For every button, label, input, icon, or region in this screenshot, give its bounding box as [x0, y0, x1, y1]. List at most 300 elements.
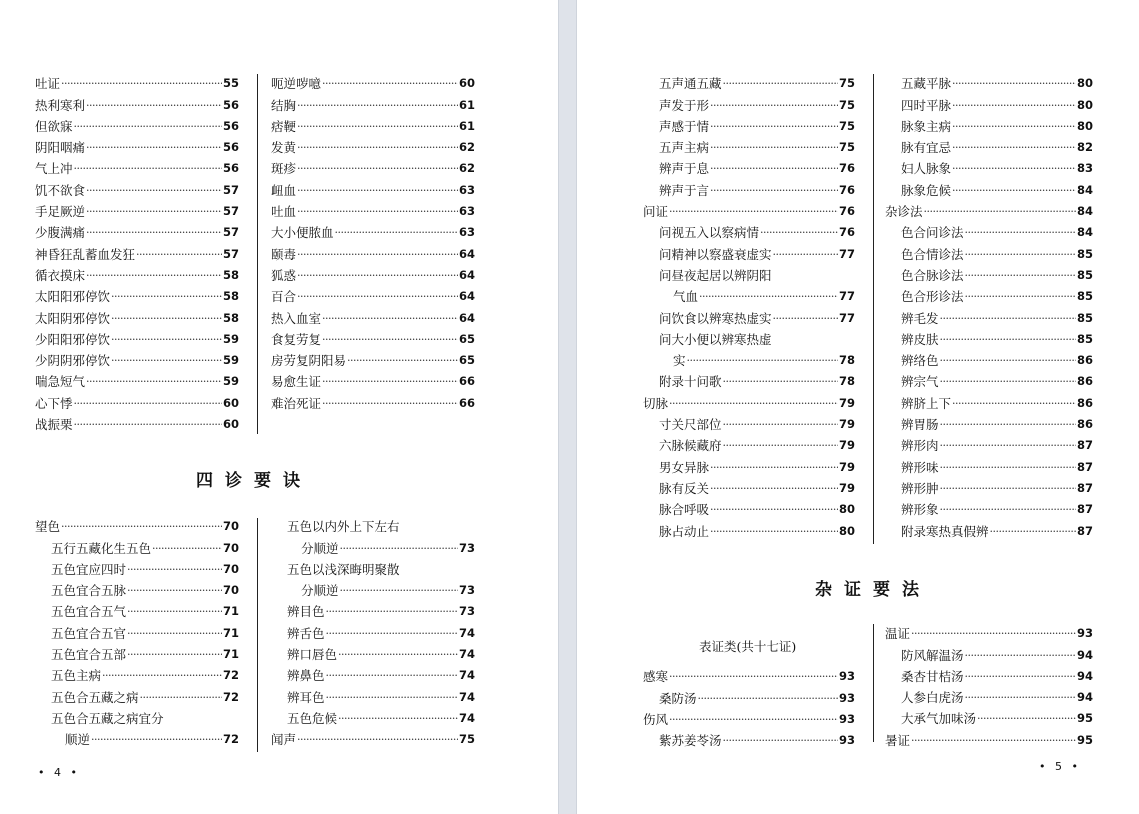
- toc-entry: [885, 304, 1093, 325]
- dot-leader: [952, 183, 1076, 198]
- toc-entry-title: 循衣摸床: [35, 267, 86, 283]
- dot-leader: [723, 76, 838, 91]
- toc-entry-title: 脉象危候: [901, 182, 952, 198]
- toc-entry-page: 93: [838, 733, 855, 748]
- dot-leader: [940, 417, 1076, 432]
- toc-entry-page: 59: [222, 374, 239, 389]
- toc-entry: [885, 641, 1093, 662]
- toc-entry-title: 辨宗气: [901, 374, 939, 390]
- toc-entry-page: 86: [1076, 395, 1093, 410]
- dot-leader: [965, 289, 1076, 304]
- dot-leader: [127, 583, 222, 598]
- toc-entry-title: 五色以浅深晦明聚散: [287, 561, 400, 577]
- toc-entry-page: 72: [222, 668, 239, 683]
- toc-entry-title: 吐血: [271, 204, 297, 220]
- dot-leader: [952, 119, 1076, 134]
- toc-entry-page: 93: [1076, 626, 1093, 641]
- column-divider: [257, 74, 258, 434]
- dot-leader: [977, 711, 1076, 726]
- toc-entry: [35, 368, 239, 389]
- dot-leader: [111, 289, 222, 304]
- toc-entry-page: 87: [1076, 438, 1093, 453]
- toc-entry-page: 70: [222, 583, 239, 598]
- toc-entry-page: 57: [222, 225, 239, 240]
- toc-entry-title: 色合情诊法: [901, 246, 964, 262]
- toc-entry: [643, 70, 855, 91]
- toc-entry-page: 70: [222, 540, 239, 555]
- toc-entry: [885, 517, 1093, 538]
- dot-leader: [710, 119, 838, 134]
- toc-entry-page: 74: [458, 689, 475, 704]
- dot-leader: [952, 161, 1076, 176]
- toc-entry-title: 五声通五藏: [659, 76, 722, 92]
- dot-leader: [940, 374, 1076, 389]
- page-number: • 5 •: [1039, 760, 1081, 773]
- dot-leader: [940, 438, 1076, 453]
- dot-leader: [297, 268, 458, 283]
- dot-leader: [297, 204, 458, 219]
- toc-entry-title: 少阳阳邪停饮: [35, 331, 111, 347]
- toc-entry: [643, 684, 855, 705]
- right-top-column-b: [885, 70, 1093, 539]
- column-divider: [873, 74, 874, 544]
- dot-leader: [340, 541, 458, 556]
- toc-entry-title: 妇人脉象: [901, 161, 952, 177]
- dot-leader: [687, 353, 838, 368]
- dot-leader: [111, 332, 222, 347]
- toc-entry-page: 57: [222, 182, 239, 197]
- toc-entry-title: 辨舌色: [287, 625, 325, 641]
- toc-entry: [643, 706, 855, 727]
- toc-entry: [271, 556, 475, 577]
- toc-entry: [885, 155, 1093, 176]
- toc-entry-page: 75: [838, 76, 855, 91]
- toc-entry-page: 70: [222, 561, 239, 576]
- toc-entry: [35, 113, 239, 134]
- toc-entry: [271, 326, 475, 347]
- toc-entry-page: 84: [1076, 204, 1093, 219]
- toc-entry-title: 五色主病: [51, 668, 102, 684]
- dot-leader: [723, 374, 838, 389]
- toc-entry: [885, 368, 1093, 389]
- toc-entry: [885, 347, 1093, 368]
- toc-entry: [35, 134, 239, 155]
- dot-leader: [86, 98, 222, 113]
- toc-entry-page: 87: [1076, 502, 1093, 517]
- toc-entry-page: 66: [458, 395, 475, 410]
- toc-entry-page: 61: [458, 97, 475, 112]
- toc-entry-title: 大承气加味汤: [901, 711, 977, 727]
- subsection-title: 表证类(共十七证): [699, 639, 797, 654]
- toc-entry-title: 饥不欲食: [35, 182, 86, 198]
- toc-entry-page: 56: [222, 140, 239, 155]
- toc-entry-page: 72: [222, 689, 239, 704]
- dot-leader: [940, 481, 1076, 496]
- toc-entry: [271, 641, 475, 662]
- toc-entry-page: 60: [458, 76, 475, 91]
- left-page: [0, 0, 558, 814]
- toc-entry-page: 85: [1076, 331, 1093, 346]
- toc-entry-page: 58: [222, 267, 239, 282]
- toc-entry-title: 人参白虎汤: [901, 690, 964, 706]
- dot-leader: [326, 690, 458, 705]
- toc-entry-page: 66: [458, 374, 475, 389]
- toc-entry: [271, 619, 475, 640]
- toc-entry: [35, 705, 239, 726]
- toc-entry-page: 85: [1076, 310, 1093, 325]
- toc-entry: [271, 662, 475, 683]
- toc-entry-title: 颐毒: [271, 246, 297, 262]
- dot-leader: [965, 669, 1076, 684]
- toc-entry-page: 62: [458, 161, 475, 176]
- toc-entry-title: 问精神以察盛衰虚实: [659, 246, 772, 262]
- toc-entry: [643, 262, 855, 283]
- toc-entry: [643, 389, 855, 410]
- dot-leader: [990, 524, 1076, 539]
- dot-leader: [710, 460, 838, 475]
- dot-leader: [952, 396, 1076, 411]
- dot-leader: [297, 161, 458, 176]
- dot-leader: [669, 204, 838, 219]
- toc-entry: [35, 662, 239, 683]
- toc-entry-title: 声发于形: [659, 97, 710, 113]
- toc-entry-title: 辨形肿: [901, 480, 939, 496]
- toc-entry: [643, 219, 855, 240]
- toc-entry-page: 76: [838, 161, 855, 176]
- dot-leader: [940, 311, 1076, 326]
- dot-leader: [340, 583, 458, 598]
- toc-entry: [271, 113, 475, 134]
- toc-entry-title: 脉有反关: [659, 480, 710, 496]
- dot-leader: [322, 311, 458, 326]
- toc-entry-title: 五色危候: [287, 710, 338, 726]
- toc-entry: [643, 134, 855, 155]
- dot-leader: [669, 669, 838, 684]
- toc-entry-title: 易愈生证: [271, 374, 322, 390]
- toc-entry: [885, 134, 1093, 155]
- toc-entry-page: 60: [222, 395, 239, 410]
- dot-leader: [74, 417, 222, 432]
- toc-entry: [35, 198, 239, 219]
- toc-entry-page: 94: [1076, 647, 1093, 662]
- toc-entry-page: 83: [1076, 161, 1093, 176]
- toc-entry-page: 63: [458, 204, 475, 219]
- toc-entry-page: 85: [1076, 289, 1093, 304]
- toc-entry-page: 57: [222, 204, 239, 219]
- toc-entry-page: 80: [1076, 76, 1093, 91]
- toc-entry: [885, 240, 1093, 261]
- toc-entry-page: 84: [1076, 225, 1093, 240]
- toc-entry: [885, 411, 1093, 432]
- toc-entry: [271, 598, 475, 619]
- dot-leader: [326, 604, 458, 619]
- toc-entry-page: 60: [222, 417, 239, 432]
- right-bottom-column-a: [643, 663, 855, 748]
- toc-entry-title: 五色宜应四时: [51, 561, 127, 577]
- toc-entry-page: 64: [458, 267, 475, 282]
- toc-entry-page: 55: [222, 76, 239, 91]
- dot-leader: [86, 183, 222, 198]
- toc-entry-title: 辨鼻色: [287, 668, 325, 684]
- dot-leader: [86, 225, 222, 240]
- toc-entry: [271, 198, 475, 219]
- right-bottom-column-b: [885, 620, 1093, 748]
- left-top-column-b: [271, 70, 475, 411]
- right-top-column-a: [643, 70, 855, 539]
- toc-entry: [271, 389, 475, 410]
- toc-entry-title: 温证: [885, 626, 911, 642]
- toc-entry-title: 分顺逆: [301, 540, 339, 556]
- toc-entry: [35, 389, 239, 410]
- toc-entry: [885, 496, 1093, 517]
- dot-leader: [698, 691, 838, 706]
- toc-entry-title: 顺逆: [65, 732, 91, 748]
- toc-entry-title: 脉象主病: [901, 118, 952, 134]
- toc-entry-page: 80: [1076, 118, 1093, 133]
- toc-entry: [35, 577, 239, 598]
- dot-leader: [710, 98, 838, 113]
- toc-entry: [643, 432, 855, 453]
- dot-leader: [710, 140, 838, 155]
- toc-entry: [885, 453, 1093, 474]
- toc-entry: [35, 176, 239, 197]
- toc-entry-title: 辨耳色: [287, 689, 325, 705]
- toc-entry: [35, 283, 239, 304]
- toc-entry: [35, 155, 239, 176]
- dot-leader: [102, 668, 222, 683]
- toc-entry: [885, 70, 1093, 91]
- toc-entry-title: 辨形肉: [901, 438, 939, 454]
- toc-entry: [271, 577, 475, 598]
- dot-leader: [338, 647, 458, 662]
- toc-entry-title: 感寒: [643, 669, 669, 685]
- dot-leader: [723, 417, 838, 432]
- toc-entry-title: 五藏平脉: [901, 76, 952, 92]
- toc-entry: [271, 240, 475, 261]
- toc-entry: [643, 198, 855, 219]
- toc-entry: [643, 727, 855, 748]
- toc-entry-page: 86: [1076, 374, 1093, 389]
- dot-leader: [297, 119, 458, 134]
- toc-entry-page: 85: [1076, 246, 1093, 261]
- toc-entry-title: 少阴阴邪停饮: [35, 353, 111, 369]
- toc-entry-page: 59: [222, 331, 239, 346]
- dot-leader: [74, 396, 222, 411]
- toc-entry-page: 65: [458, 331, 475, 346]
- dot-leader: [140, 690, 222, 705]
- dot-leader: [773, 247, 838, 262]
- toc-entry-title: 热利寒利: [35, 97, 86, 113]
- toc-entry: [271, 219, 475, 240]
- toc-entry-title: 手足厥逆: [35, 204, 86, 220]
- toc-entry-title: 紫苏姜苓汤: [659, 733, 722, 749]
- toc-entry-page: 72: [222, 732, 239, 747]
- toc-entry: [35, 513, 239, 534]
- dot-leader: [710, 502, 838, 517]
- toc-entry: [885, 326, 1093, 347]
- toc-entry-page: 86: [1076, 417, 1093, 432]
- toc-entry: [271, 283, 475, 304]
- dot-leader: [952, 98, 1076, 113]
- dot-leader: [699, 289, 838, 304]
- toc-entry: [885, 620, 1093, 641]
- toc-entry-title: 附录寒热真假辨: [901, 523, 989, 539]
- left-bottom-column-a: [35, 513, 239, 747]
- toc-entry-title: 闻声: [271, 732, 297, 748]
- toc-entry: [271, 155, 475, 176]
- toc-entry-title: 神昏狂乱蓄血发狂: [35, 246, 136, 262]
- toc-entry-title: 桑防汤: [659, 690, 697, 706]
- toc-entry-page: 82: [1076, 140, 1093, 155]
- toc-entry-title: 色合问诊法: [901, 225, 964, 241]
- toc-entry-title: 问昼夜起居以辨阴阳: [659, 267, 772, 283]
- toc-entry-title: 难治死证: [271, 395, 322, 411]
- toc-entry: [271, 176, 475, 197]
- toc-entry-title: 大小便脓血: [271, 225, 334, 241]
- dot-leader: [297, 98, 458, 113]
- toc-entry: [885, 262, 1093, 283]
- dot-leader: [924, 204, 1076, 219]
- toc-entry-title: 切脉: [643, 395, 669, 411]
- toc-entry-title: 斑疹: [271, 161, 297, 177]
- toc-entry-title: 少腹满痛: [35, 225, 86, 241]
- toc-entry-title: 五色合五藏之病: [51, 689, 139, 705]
- toc-entry-title: 辨形味: [901, 459, 939, 475]
- dot-leader: [338, 711, 458, 726]
- toc-entry-title: 问大小便以辨寒热虚: [659, 331, 772, 347]
- dot-leader: [297, 247, 458, 262]
- dot-leader: [91, 732, 222, 747]
- toc-entry-title: 辨皮肤: [901, 331, 939, 347]
- toc-entry-page: 79: [838, 395, 855, 410]
- toc-entry: [643, 411, 855, 432]
- toc-entry-page: 63: [458, 182, 475, 197]
- toc-entry-title: 桑杏甘桔汤: [901, 668, 964, 684]
- toc-entry: [35, 641, 239, 662]
- toc-entry-title: 五色宜合五官: [51, 625, 127, 641]
- toc-entry: [35, 219, 239, 240]
- toc-entry: [643, 347, 855, 368]
- toc-entry-title: 五色宜合五脉: [51, 583, 127, 599]
- dot-leader: [710, 524, 838, 539]
- column-divider: [257, 518, 258, 752]
- toc-entry-title: 五色合五藏之病宜分: [51, 710, 164, 726]
- toc-entry-page: 77: [838, 289, 855, 304]
- dot-leader: [723, 438, 838, 453]
- toc-entry-page: 79: [838, 480, 855, 495]
- toc-entry-page: 64: [458, 246, 475, 261]
- dot-leader: [326, 668, 458, 683]
- toc-entry: [643, 453, 855, 474]
- toc-entry-page: 85: [1076, 267, 1093, 282]
- toc-entry-page: 76: [838, 225, 855, 240]
- toc-entry-title: 但欲寐: [35, 118, 73, 134]
- dot-leader: [322, 396, 458, 411]
- toc-entry-page: 93: [838, 690, 855, 705]
- toc-entry-page: 78: [838, 353, 855, 368]
- toc-entry-title: 声感于情: [659, 118, 710, 134]
- toc-entry-page: 94: [1076, 690, 1093, 705]
- toc-entry-title: 心下悸: [35, 395, 73, 411]
- toc-entry: [643, 326, 855, 347]
- toc-entry: [271, 347, 475, 368]
- toc-entry: [35, 326, 239, 347]
- toc-entry: [271, 683, 475, 704]
- toc-entry: [35, 598, 239, 619]
- dot-leader: [965, 247, 1076, 262]
- toc-entry: [643, 517, 855, 538]
- toc-entry-title: 辨胃肠: [901, 417, 939, 433]
- toc-entry-title: 战振栗: [35, 417, 73, 433]
- toc-entry: [643, 113, 855, 134]
- dot-leader: [74, 161, 222, 176]
- dot-leader: [297, 289, 458, 304]
- dot-leader: [669, 396, 838, 411]
- dot-leader: [940, 353, 1076, 368]
- toc-entry: [271, 534, 475, 555]
- toc-entry-page: 80: [838, 523, 855, 538]
- toc-entry: [271, 705, 475, 726]
- dot-leader: [347, 353, 458, 368]
- toc-entry-page: 73: [458, 583, 475, 598]
- toc-entry-page: 87: [1076, 480, 1093, 495]
- toc-entry: [35, 726, 239, 747]
- toc-entry-title: 房劳复阴阳易: [271, 353, 347, 369]
- dot-leader: [760, 225, 838, 240]
- dot-leader: [965, 648, 1076, 663]
- toc-entry-page: 74: [458, 710, 475, 725]
- dot-leader: [940, 332, 1076, 347]
- toc-entry-page: 71: [222, 604, 239, 619]
- toc-entry-page: 84: [1076, 182, 1093, 197]
- toc-entry: [885, 91, 1093, 112]
- toc-entry-page: 86: [1076, 353, 1093, 368]
- toc-entry: [35, 240, 239, 261]
- toc-entry: [643, 176, 855, 197]
- toc-entry-title: 防风解温汤: [901, 647, 964, 663]
- toc-entry-page: 61: [458, 118, 475, 133]
- toc-entry: [885, 219, 1093, 240]
- toc-entry-page: 63: [458, 225, 475, 240]
- toc-entry-title: 色合形诊法: [901, 289, 964, 305]
- toc-entry: [885, 113, 1093, 134]
- dot-leader: [773, 311, 838, 326]
- toc-entry-page: 74: [458, 647, 475, 662]
- toc-entry: [643, 91, 855, 112]
- toc-entry: [643, 155, 855, 176]
- toc-entry-title: 痞鞕: [271, 118, 297, 134]
- dot-leader: [322, 374, 458, 389]
- toc-entry-page: 59: [222, 353, 239, 368]
- toc-entry-title: 百合: [271, 289, 297, 305]
- toc-entry-page: 75: [838, 118, 855, 133]
- toc-entry-title: 五色以内外上下左右: [287, 519, 400, 535]
- toc-entry-title: 阴阳咽痛: [35, 140, 86, 156]
- toc-entry-title: 辨口唇色: [287, 647, 338, 663]
- dot-leader: [710, 183, 838, 198]
- toc-entry-page: 75: [838, 97, 855, 112]
- toc-entry: [885, 283, 1093, 304]
- toc-entry-page: 77: [838, 310, 855, 325]
- toc-entry-title: 气上冲: [35, 161, 73, 177]
- toc-entry-page: 75: [458, 732, 475, 747]
- toc-entry: [885, 176, 1093, 197]
- toc-entry: [885, 389, 1093, 410]
- toc-entry-page: 80: [1076, 97, 1093, 112]
- dot-leader: [669, 712, 838, 727]
- toc-entry-page: 77: [838, 246, 855, 261]
- dot-leader: [965, 268, 1076, 283]
